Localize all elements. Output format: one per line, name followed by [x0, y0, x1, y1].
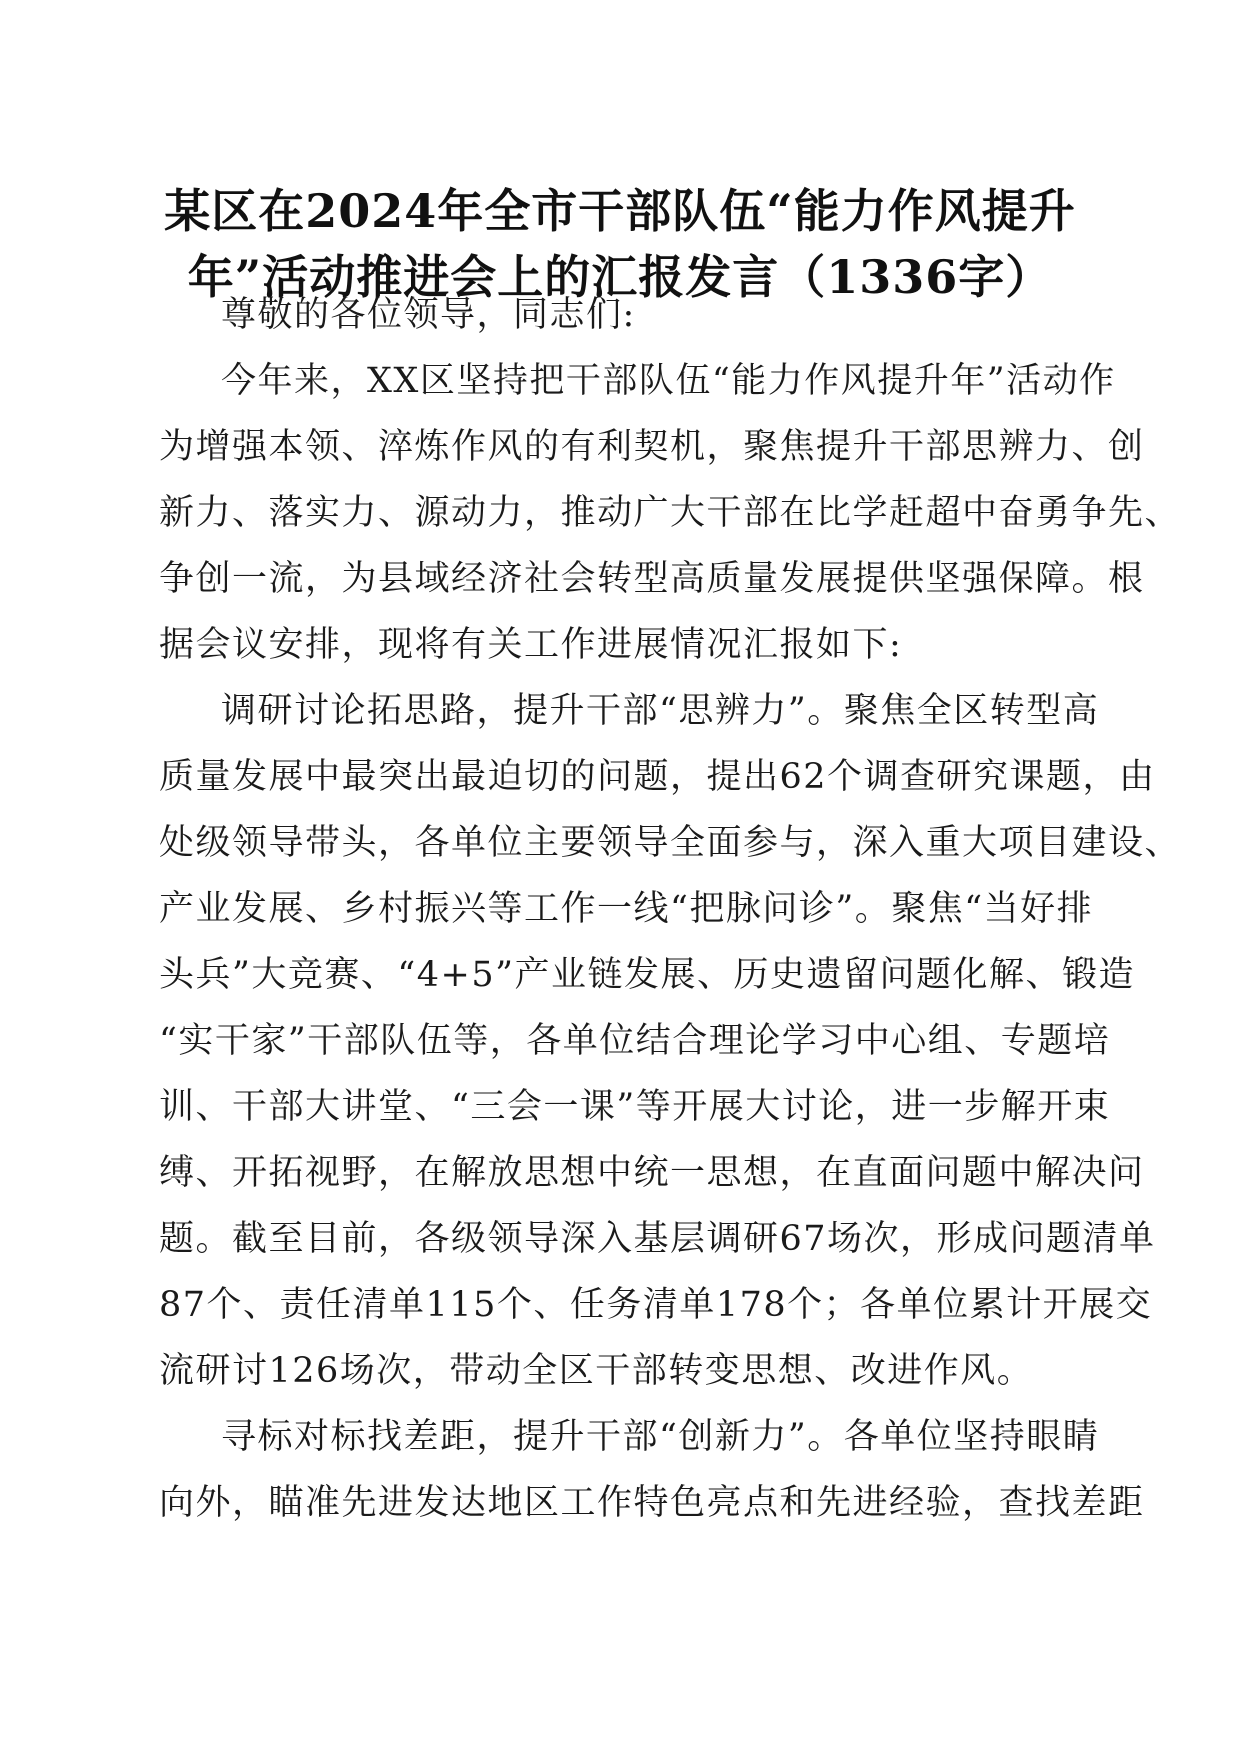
benchmark-paragraph: [159, 1404, 1145, 1536]
paragraph-line: 争创一流，为县域经济社会转型高质量发展提供坚强保障。根: [159, 559, 1145, 599]
paragraph-line: 据会议安排，现将有关工作进展情况汇报如下:: [159, 625, 903, 665]
paragraph-line: 产业发展、乡村振兴等工作一线“把脉问诊”。聚焦“当好排: [159, 889, 1094, 929]
paragraph-line: 质量发展中最突出最迫切的问题，提出62个调查研究课题，由: [159, 757, 1156, 797]
paragraph-line: 流研讨126场次，带动全区干部转变思想、改进作风。: [159, 1351, 1034, 1391]
intro-paragraph: [159, 348, 1182, 678]
paragraph-line: 头兵”大竞赛、“4+5”产业链发展、历史遗留问题化解、锻造: [159, 955, 1136, 995]
paragraph-line: 处级领导带头，各单位主要领导全面参与，深入重大项目建设、: [159, 823, 1182, 863]
paragraph-line: 向外，瞄准先进发达地区工作特色亮点和先进经验，查找差距: [159, 1483, 1145, 1523]
paragraph-line: 调研讨论拓思路，提升干部“思辨力”。聚焦全区转型高: [221, 691, 1100, 731]
paragraph-line: “实干家”干部队伍等，各单位结合理论学习中心组、专题培: [159, 1021, 1111, 1061]
paragraph-line: 寻标对标找差距，提升干部“创新力”。各单位坚持眼睛: [221, 1417, 1100, 1457]
paragraph-line: 87个、责任清单115个、任务清单178个；各单位累计开展交: [159, 1285, 1153, 1325]
document-body: [159, 282, 1182, 1536]
paragraph-line: 题。截至目前，各级领导深入基层调研67场次，形成问题清单: [159, 1219, 1156, 1259]
paragraph-line: 训、干部大讲堂、“三会一课”等开展大讨论，进一步解开束: [159, 1087, 1111, 1127]
paragraph-line: 今年来，XX区坚持把干部队伍“能力作风提升年”活动作: [221, 361, 1116, 401]
salutation-paragraph: [159, 282, 1089, 348]
paragraph-line: 新力、落实力、源动力，推动广大干部在比学赶超中奋勇争先、: [159, 493, 1182, 533]
paragraph-line: 缚、开拓视野，在解放思想中统一思想，在直面问题中解决问: [159, 1153, 1145, 1193]
research-paragraph: [159, 678, 1182, 1404]
paragraph-line: 尊敬的各位领导，同志们:: [221, 295, 636, 335]
title-line-1: 某区在2024年全市干部队伍“能力作风提升: [164, 184, 1076, 238]
paragraph-line: 为增强本领、淬炼作风的有利契机，聚焦提升干部思辨力、创: [159, 427, 1145, 467]
title-line-2: 年”活动推进会上的汇报发言（1336字）: [187, 250, 1053, 304]
